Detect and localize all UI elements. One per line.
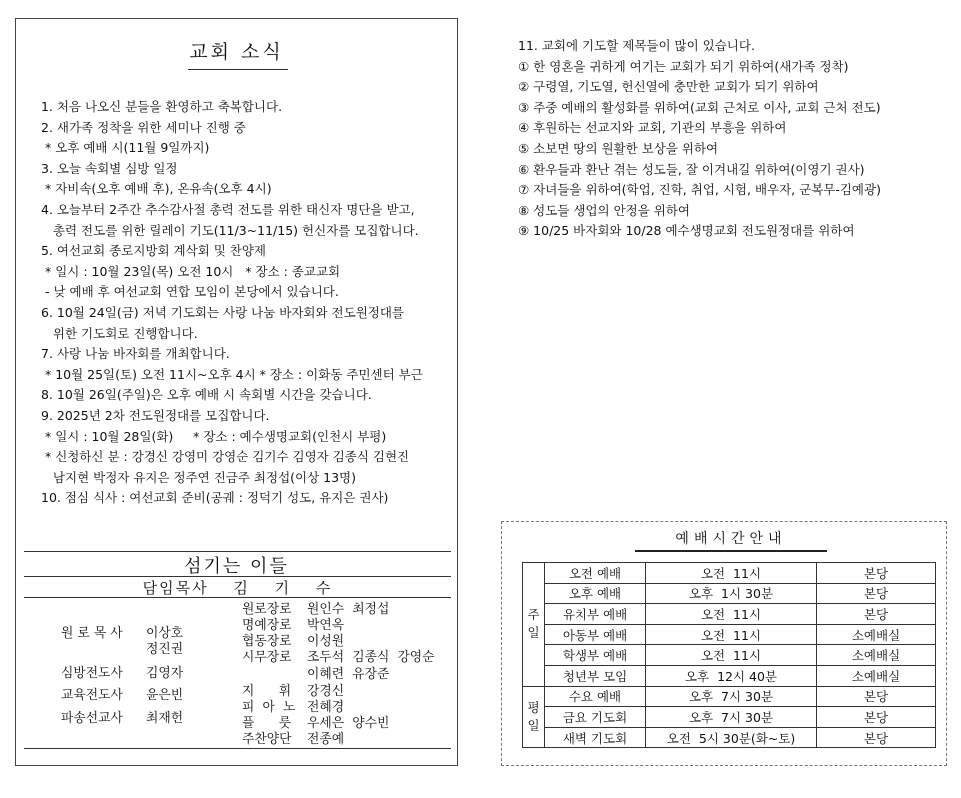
church-news-panel <box>15 18 458 766</box>
service-place: 소예배실 <box>817 645 936 666</box>
news-line: * 일시 : 10월 23일(목) 오전 10시 * 장소 : 종교교회 <box>41 263 341 279</box>
table-row <box>523 624 936 645</box>
staff-role: 파송선교사 <box>61 711 123 726</box>
news-line: * 자비속(오후 예배 후), 온유속(오후 4시) <box>41 181 272 197</box>
prayer-line: ⑨ 10/25 바자회와 10/28 예수생명교회 전도원정대를 위하여 <box>518 223 855 239</box>
service-place: 본당 <box>817 727 936 748</box>
service-time: 오후 7시 30분 <box>646 707 817 728</box>
staff-name: 이성원 <box>307 634 345 649</box>
service-time: 오후 1시 30분 <box>646 583 817 604</box>
news-line: * 신청하신 분 : 강경신 강영미 강영순 김기수 김영자 김종식 김현진 <box>41 449 410 465</box>
service-time: 오전 11시 <box>646 604 817 625</box>
news-line: 9. 2025년 2차 전도원정대를 모집합니다. <box>41 407 270 423</box>
service-time: 오전 11시 <box>646 624 817 645</box>
worship-schedule-panel <box>501 521 947 766</box>
service-name: 오전 예배 <box>545 563 646 584</box>
staff-role: 원 로 목 사 <box>61 626 123 641</box>
group-label <box>523 563 545 687</box>
table-row <box>523 665 936 686</box>
staff-name: 전혜경 <box>307 700 345 715</box>
staff-name: 우세은 양수빈 <box>307 716 390 731</box>
news-title-underline <box>188 69 288 70</box>
staff-role: 피 아 노 <box>242 700 296 715</box>
group-label-char: 일 <box>527 717 540 733</box>
service-place: 본당 <box>817 707 936 728</box>
staff-name: 강경신 <box>307 684 345 699</box>
prayer-line: ⑦ 자녀들을 위하여(학업, 진학, 취업, 시험, 배우자, 군복무-김예광) <box>518 182 881 198</box>
service-name: 유치부 예배 <box>545 604 646 625</box>
news-line: - 낮 예배 후 여선교회 연합 모임이 본당에서 있습니다. <box>41 284 339 300</box>
pastor-name-part: 김 <box>233 579 250 597</box>
news-line: 1. 처음 나오신 분들을 환영하고 축복합니다. <box>41 99 283 114</box>
staff-role: 플 룻 <box>242 716 292 731</box>
group-label-char: 주 <box>527 607 540 623</box>
service-place: 본당 <box>817 563 936 584</box>
service-place: 소예배실 <box>817 624 936 645</box>
staff-name: 김영자 <box>146 666 184 681</box>
group-label-char: 일 <box>527 625 540 641</box>
senior-pastor <box>24 576 451 598</box>
table-row <box>523 604 936 625</box>
staff-name: 이혜련 유장준 <box>307 667 390 682</box>
service-time: 오전 11시 <box>646 645 817 666</box>
news-line: * 오후 예배 시(11월 9일까지) <box>41 140 210 156</box>
table-row <box>523 563 936 584</box>
service-name: 아동부 예배 <box>545 624 646 645</box>
news-line: * 일시 : 10월 28일(화) * 장소 : 예수생명교회(인천시 부평) <box>41 428 387 444</box>
prayer-line: ④ 후원하는 선교지와 교회, 기관의 부흥을 위하여 <box>518 120 787 136</box>
staff-role: 협동장로 <box>242 634 292 649</box>
staff-name: 원인수 최정섭 <box>307 602 390 617</box>
news-title: 교회 소식 <box>189 41 284 63</box>
news-line: 8. 10월 26일(주일)은 오후 예배 시 속회별 시간을 갖습니다. <box>41 387 372 403</box>
staff-name: 최재헌 <box>146 711 184 726</box>
service-time: 오전 5시 30분(화~토) <box>646 727 817 748</box>
service-place: 본당 <box>817 583 936 604</box>
news-line: 남지현 박정자 유지은 정주연 진금주 최정섭(이상 13명) <box>41 469 356 485</box>
news-line: 7. 사랑 나눔 바자회를 개최합니다. <box>41 346 230 362</box>
service-place: 소예배실 <box>817 665 936 686</box>
staff-role: 원로장로 <box>242 602 292 617</box>
staff-role: 명예장로 <box>242 618 292 633</box>
service-name: 학생부 예배 <box>545 645 646 666</box>
prayer-line: ⑤ 소보면 땅의 원활한 보상을 위하여 <box>518 140 719 156</box>
news-line: 위한 기도회로 진행합니다. <box>41 325 198 341</box>
pastor-name-part: 수 <box>315 579 333 597</box>
news-line: 2. 새가족 정착을 위한 세미나 진행 중 <box>41 119 246 135</box>
prayer-line: ① 한 영혼을 귀하게 여기는 교회가 되기 위하여(새가족 정착) <box>518 58 849 74</box>
news-line: 6. 10월 24일(금) 저녁 기도회는 사랑 나눔 바자회와 전도원정대를 <box>41 304 405 320</box>
group-label <box>523 686 545 748</box>
news-line: * 10월 25일(토) 오전 11시~오후 4시 * 장소 : 이화동 주민센터 부근 <box>41 366 423 382</box>
news-line: 10. 점심 식사 : 여선교회 준비(공궤 : 정덕기 성도, 유지은 권사) <box>41 490 389 506</box>
table-row <box>523 583 936 604</box>
news-line: 3. 오늘 속회별 심방 일정 <box>41 160 178 176</box>
service-time: 오후 12시 40분 <box>646 665 817 686</box>
service-name: 새벽 기도회 <box>545 727 646 748</box>
staff-name: 조두석 김종식 강영순 <box>307 650 435 665</box>
news-line: 5. 여선교회 종로지방회 계삭회 및 찬양제 <box>41 243 266 259</box>
service-time: 오전 11시 <box>646 563 817 584</box>
staff-name: 윤은빈 <box>146 688 184 703</box>
staff-role: 시무장로 <box>242 650 292 665</box>
worship-table <box>522 562 936 748</box>
table-row <box>523 707 936 728</box>
staff-name: 이상호 <box>146 626 184 641</box>
prayer-line: ⑧ 성도들 생업의 안정을 위하여 <box>518 202 691 218</box>
staff-name: 전종예 <box>307 732 345 747</box>
servants-title: 섬기는 이들 <box>184 556 289 577</box>
prayer-line: ③ 주중 예배의 활성화를 위하여(교회 근처로 이사, 교회 근처 전도) <box>518 99 881 115</box>
divider <box>24 748 451 749</box>
prayer-line: ⑥ 환우들과 환난 겪는 성도들, 잘 이겨내길 위하여(이영기 권사) <box>518 161 865 177</box>
prayer-line: 11. 교회에 기도할 제목들이 많이 있습니다. <box>518 38 755 53</box>
service-name: 청년부 모임 <box>545 665 646 686</box>
group-label-char: 평 <box>527 699 540 715</box>
staff-role: 지 휘 <box>242 684 292 699</box>
news-line: 4. 오늘부터 2주간 추수감사절 총력 전도를 위한 태신자 명단을 받고, <box>41 201 415 217</box>
table-row <box>523 727 936 748</box>
prayer-list <box>518 36 881 242</box>
news-line: 총력 전도를 위한 릴레이 기도(11/3~11/15) 헌신자를 모집합니다. <box>41 222 419 238</box>
staff-name: 박연옥 <box>307 618 345 633</box>
pastor-name-part: 기 <box>274 579 292 597</box>
service-time: 오후 7시 30분 <box>646 686 817 707</box>
worship-title: 예배시간안내 <box>635 526 827 552</box>
service-name: 오후 예배 <box>545 583 646 604</box>
table-row <box>523 686 936 707</box>
news-list <box>41 97 423 509</box>
service-name: 수요 예배 <box>545 686 646 707</box>
pastor-role: 담임목사 <box>142 579 209 597</box>
prayer-line: ② 구령열, 기도열, 헌신열에 충만한 교회가 되기 위하여 <box>518 79 819 95</box>
staff-name: 정진권 <box>146 642 184 657</box>
table-row <box>523 645 936 666</box>
service-name: 금요 기도회 <box>545 707 646 728</box>
staff-role: 심방전도사 <box>61 666 123 681</box>
staff-role: 주찬양단 <box>242 732 292 747</box>
staff-role: 교육전도사 <box>61 688 123 703</box>
service-place: 본당 <box>817 604 936 625</box>
service-place: 본당 <box>817 686 936 707</box>
